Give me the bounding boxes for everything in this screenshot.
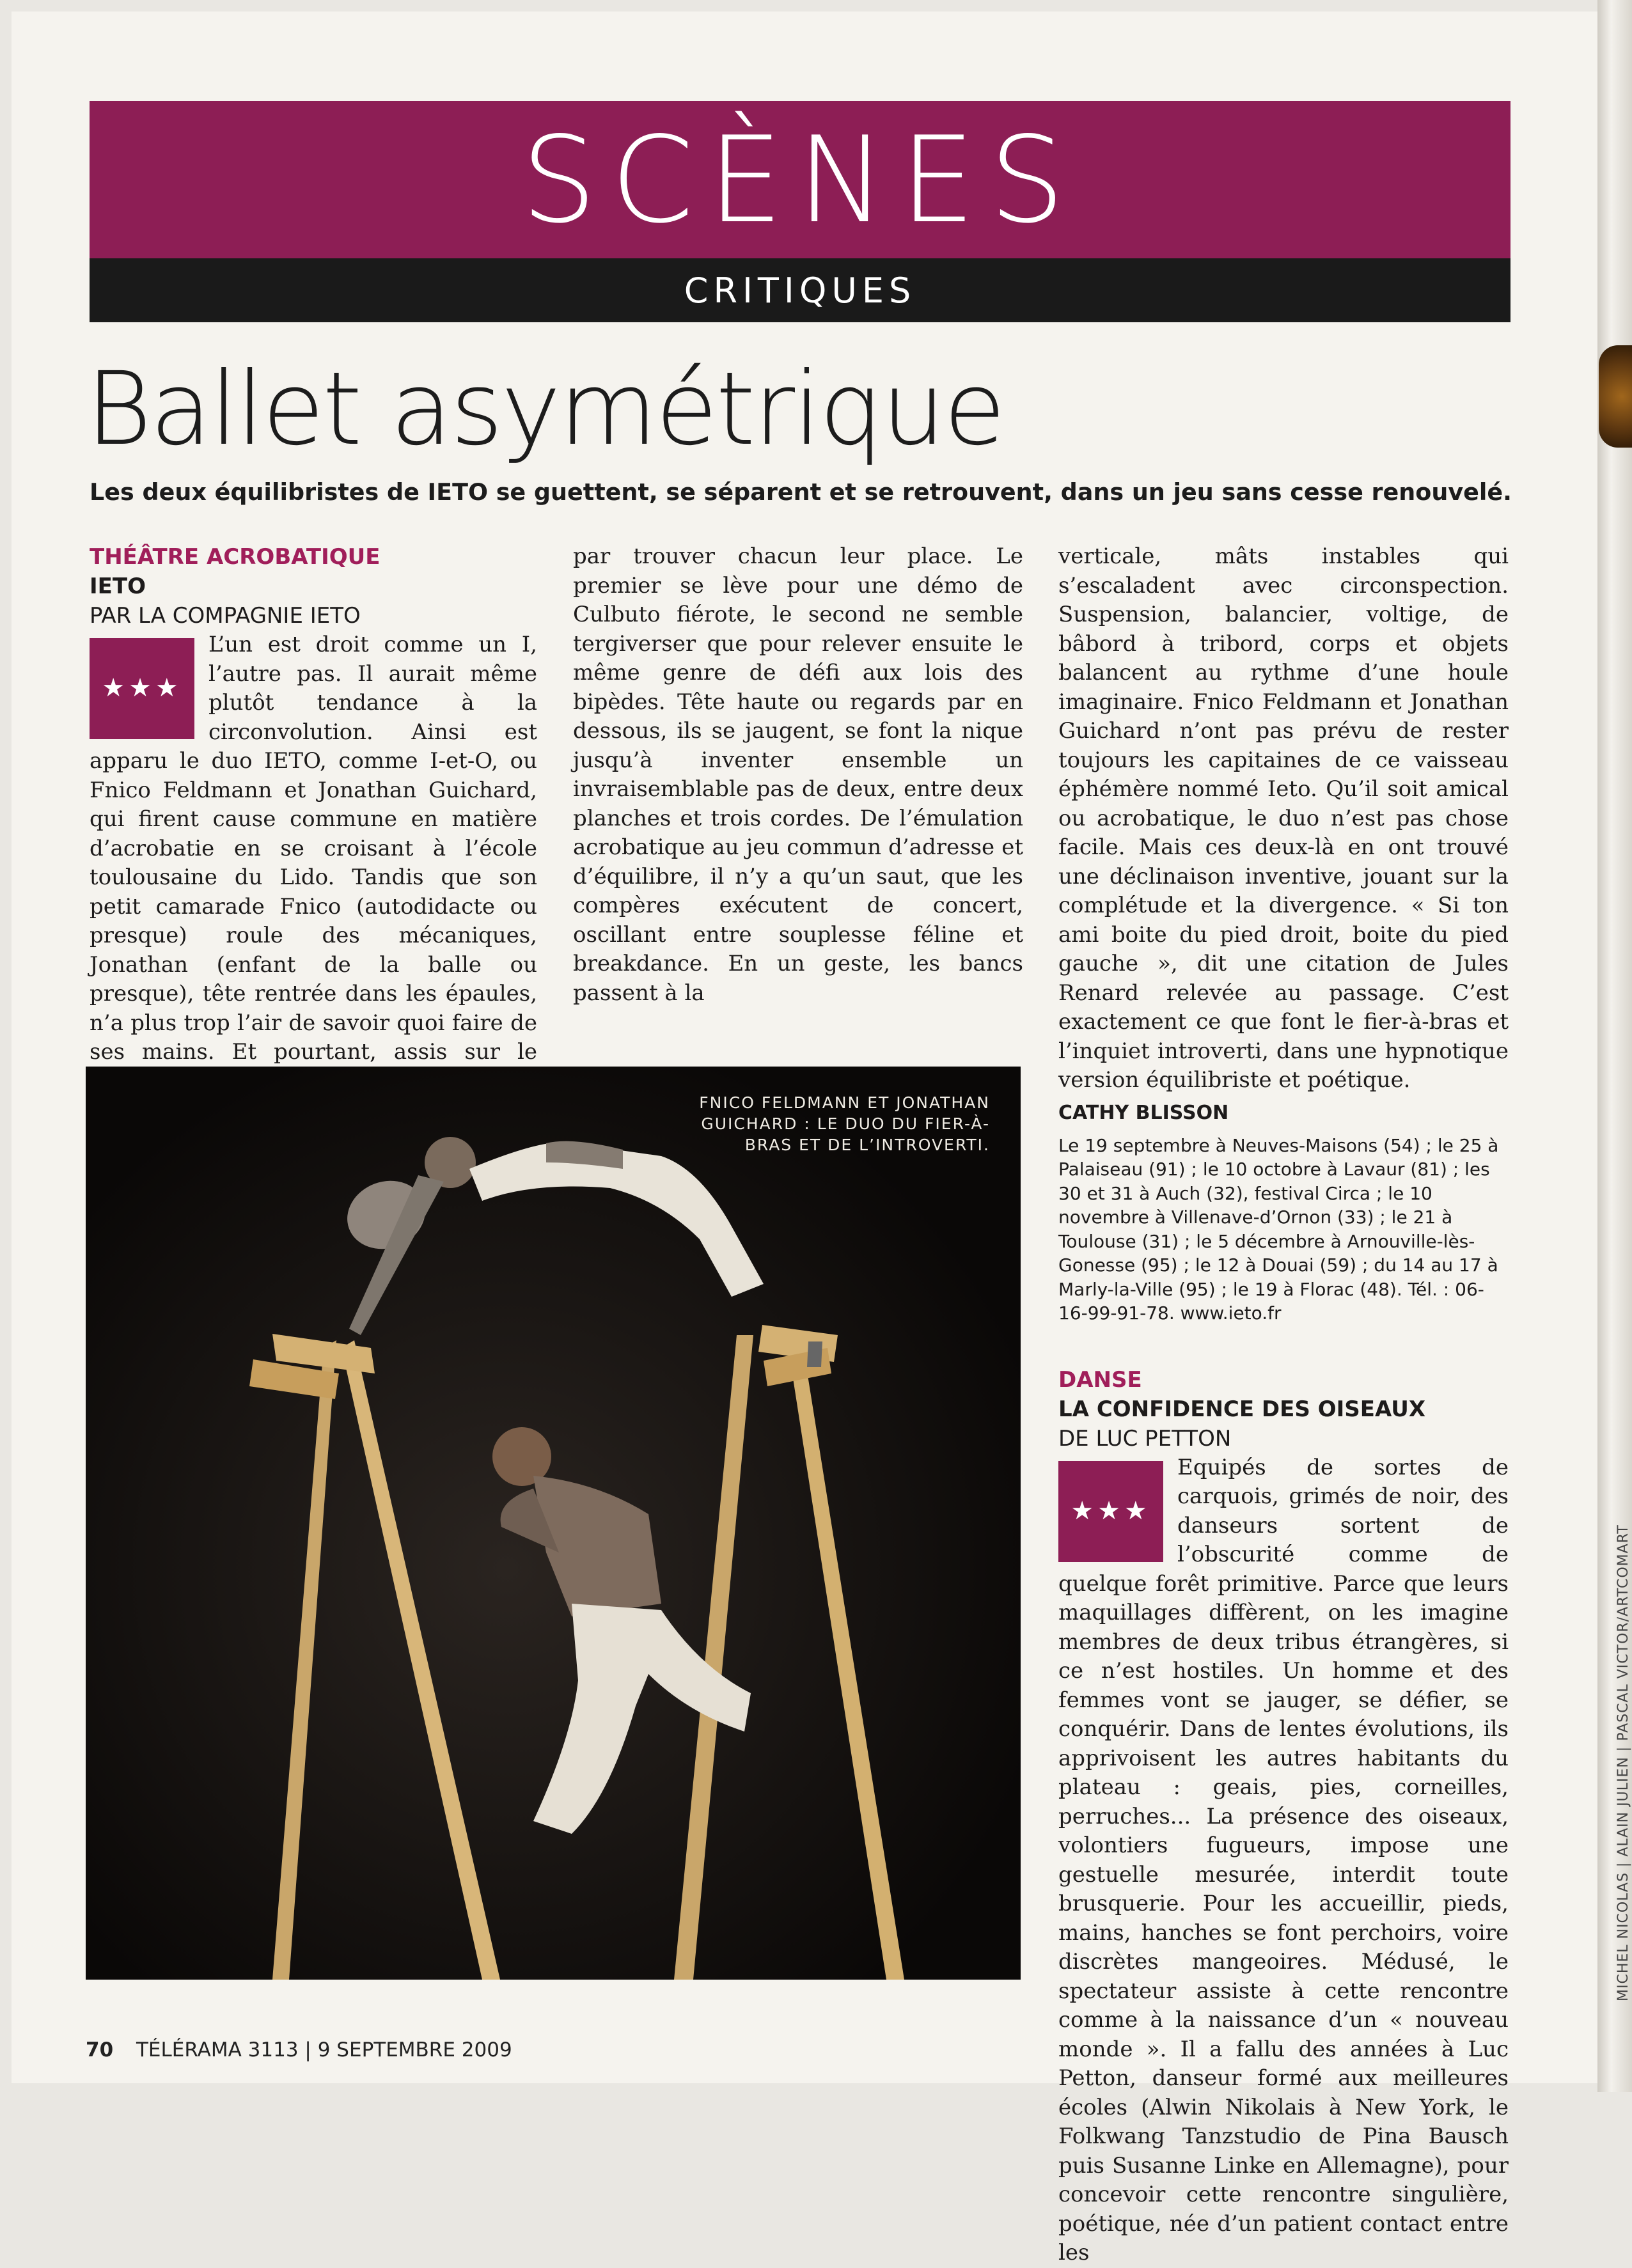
article-deck: Les deux équilibristes de IETO se guettent, se séparent et se retrouvent, dans un jeu sans cesse renouvelé. [90, 478, 1512, 506]
subsection-bar [90, 258, 1510, 322]
page-number: 70 [86, 2038, 114, 2061]
subsection-title: CRITIQUES [684, 270, 916, 311]
section-title: SCÈNES [521, 110, 1079, 249]
photo-caption: FNICO FELDMANN ET JONATHAN GUICHARD : LE DUO DU FIER-À-BRAS ET DE L’INTROVERTI. [699, 1093, 990, 1154]
review1-author: CATHY BLISSON [1058, 1101, 1229, 1124]
review1-text-part1: L’un est droit comme un I, l’autre pas. Il aurait même plutôt tendance à la circonvolution. Ainsi est apparu le duo IETO, comme I-et-O, ou Fnico Feldmann et Jonathan Guichard, qui firent cause commune en matière d’acrobatie en se croisant à l’école toulousaine du Lido. Tandis que son petit camarade Fnico (autodidacte ou presque) roule des mécaniques, Jonathan (enfant de la balle ou presque), tête rentrée dans les épaules, n’a plus trop l’air de savoir quoi faire de ses mains. Et pourtant, assis sur le [90, 632, 537, 1065]
review1-company: PAR LA COMPAGNIE IETO [90, 603, 361, 629]
review2 [1058, 1365, 1509, 2268]
acrobats-illustration [86, 1067, 1021, 1980]
adjacent-page-image [1599, 345, 1632, 448]
column-2 [573, 542, 1023, 1008]
review1-dates: Le 19 septembre à Neuves-Maisons (54) ; le 25 à Palaiseau (91) ; le 10 octobre à Lavaur (81) ; les 30 et 31 à Auch (32), festival Circa ; le 10 novembre à Villenave-d’Ornon (33) ; le 21 à Toulouse (31) ; le 5 décembre à Arnouville-lès-Gonesse (95) ; le 12 à Douai (59) ; du 14 au 17 à Marly-la-Ville (95) ; le 19 à Florac (48). Tél. : 06-16-99-91-78. www.ieto.fr [1058, 1134, 1499, 1324]
review1-text-part2: par trouver chacun leur place. Le premier se lève pour une démo de Culbuto fiérote, le second ne semble tergiverser que pour relever ensuite le même genre de défi aux lois des bipèdes. Tête haute ou regards par en dessous, ils se jaugent, se font la nique jusqu’à inventer ensemble un invraisemblable pas de deux, entre deux planches et trois cordes. De l’émulation acrobatique au jeu commun d’adresse et d’équilibre, il n’y a qu’un saut, que les compères exécutent de concert, oscillant entre souplesse féline et breakdance. En un geste, les bancs passent à la [573, 544, 1023, 1006]
page-footer [86, 2038, 512, 2061]
review2-text: Equipés de sortes de carquois, grimés de noir, des danseurs sortent de l’obscurité comme de quelque forêt primitive. Parce que leurs maquillages diffèrent, on les imagine membres de deux tribus étrangères, si ce n’est hostiles. Un homme et des femmes vont se jauger, se défier, se conquérir. Dans de lentes évolutions, ils apprivoisent les autres habitants du plateau : geais, pies, corneilles, perruches... La présence des oiseaux, volontiers fugueurs, impose une gestuelle mesurée, interdit toute brusquerie. Pour les accueillir, pieds, mains, hanches se font perchoirs, voire discrètes mangeoires. Médusé, le spectateur assiste à cette rencontre comme à la naissance d’un « nouveau monde ». Il a fallu des années à Luc Petton, danseur formé aux meilleures écoles (Alwin Nikolais à New York, le Folkwang Tanzstudio de Pina Bausch puis Susanne Linke en Allemagne), pour concevoir cette rencontre singulière, poétique, née d’un patient contact entre les [1058, 1454, 1509, 2265]
rating-badge: ★★★ [1058, 1461, 1163, 1562]
performance-photo [86, 1067, 1021, 1980]
column-1 [90, 542, 537, 1096]
review1-title: IETO [90, 574, 146, 599]
issue-info: TÉLÉRAMA 3113 | 9 SEPTEMBRE 2009 [136, 2038, 512, 2061]
rating-badge: ★★★ [90, 638, 194, 739]
review2-title: LA CONFIDENCE DES OISEAUX [1058, 1396, 1426, 1422]
review2-company: DE LUC PETTON [1058, 1425, 1232, 1451]
review1-text-part3: verticale, mâts instables qui s’escaladent avec circonspection. Suspension, balancier, voltige, de bâbord à tribord, corps et objets balancent au rythme d’une houle imaginaire. Fnico Feldmann et Jonathan Guichard n’ont pas prévu de rester toujours les capitaines de ce vaisseau éphémère nommé Ieto. Qu’il soit amical ou acrobatique, le duo n’est pas chose facile. Mais ces deux-là en ont trouvé une déclinaison inventive, jouant sur la complétude et la divergence. « Si ton ami boite du pied droit, boite du pied gauche », dit une citation de Jules Renard relevée au passage. C’est exactement ce que font le fier-à-bras et l’inquiet introverti, dans une hypnotique version équilibriste et poétique. [1058, 544, 1509, 1093]
section-banner [90, 101, 1510, 258]
photo-credit: MICHEL NICOLAS | ALAIN JULIEN | PASCAL VICTOR/ARTCOMART [1615, 1524, 1631, 2001]
column-3 [1058, 542, 1509, 2268]
review2-kicker: DANSE [1058, 1366, 1142, 1393]
review1-kicker: THÉÂTRE ACROBATIQUE [90, 544, 381, 570]
article-headline: Ballet asymétrique [86, 350, 1004, 468]
